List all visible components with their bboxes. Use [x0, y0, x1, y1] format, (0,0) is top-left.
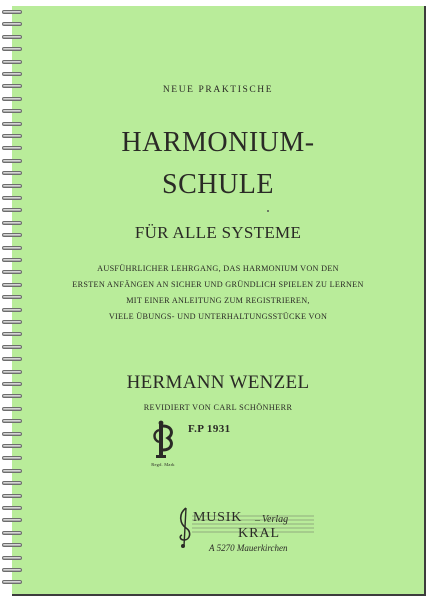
binding-coil — [2, 208, 22, 212]
binding-coil — [2, 35, 22, 39]
author-name: HERMANN WENZEL — [126, 372, 310, 393]
publisher-dash: – — [255, 515, 260, 526]
binding-coil — [2, 518, 22, 522]
binding-coil — [2, 407, 22, 411]
binding-coil — [2, 382, 22, 386]
publisher-name-musik: MUSIK — [193, 510, 243, 525]
publisher-lyre-logo-icon — [150, 420, 176, 460]
binding-coil — [2, 419, 22, 423]
binding-coil — [2, 357, 22, 361]
binding-coil — [2, 184, 22, 188]
binding-coil — [2, 72, 22, 76]
publisher-name-kral: KRAL — [238, 526, 281, 541]
binding-coil — [2, 320, 22, 324]
binding-coil — [2, 295, 22, 299]
binding-coil — [2, 345, 22, 349]
speck — [267, 210, 269, 212]
title-line-2: SCHULE — [162, 169, 274, 200]
binding-coil — [2, 543, 22, 547]
binding-coil — [2, 196, 22, 200]
binding-coil — [2, 134, 22, 138]
binding-coil — [2, 22, 22, 26]
binding-coil — [2, 122, 22, 126]
book-cover — [12, 6, 426, 596]
description-line-4: VIELE ÜBUNGS- UND UNTERHALTUNGSSTÜCKE VON — [108, 312, 328, 321]
binding-coil — [2, 494, 22, 498]
binding-coil — [2, 258, 22, 262]
binding-coil — [2, 332, 22, 336]
reviser-credit: REVIDIERT VON CARL SCHÖNHERR — [143, 403, 293, 412]
binding-coil — [2, 146, 22, 150]
binding-coil — [2, 233, 22, 237]
binding-coil — [2, 47, 22, 51]
binding-coil — [2, 531, 22, 535]
binding-coil — [2, 456, 22, 460]
binding-coil — [2, 60, 22, 64]
binding-coil — [2, 246, 22, 250]
logo-caption: Regd. Mark — [151, 462, 175, 467]
treble-clef-icon — [180, 508, 189, 548]
binding-coil — [2, 270, 22, 274]
binding-coil — [2, 556, 22, 560]
binding-coil — [2, 580, 22, 584]
binding-coil — [2, 159, 22, 163]
publisher-name-verlag: Verlag — [262, 514, 289, 525]
title-line-1: HARMONIUM- — [121, 127, 315, 158]
description-line-3: MIT EINER ANLEITUNG ZUM REGISTRIEREN, — [126, 296, 310, 305]
binding-coil — [2, 444, 22, 448]
binding-coil — [2, 109, 22, 113]
binding-coil — [2, 10, 22, 14]
binding-coil — [2, 469, 22, 473]
publisher-address: A 5270 Mauerkirchen — [209, 543, 288, 553]
binding-coil — [2, 221, 22, 225]
spiral-binding-icon — [0, 10, 24, 594]
binding-coil — [2, 308, 22, 312]
binding-coil — [2, 568, 22, 572]
binding-coil — [2, 506, 22, 510]
binding-coil — [2, 97, 22, 101]
catalog-number: F.P 1931 — [188, 423, 231, 435]
series-label: NEUE PRAKTISCHE — [162, 85, 274, 95]
binding-coil — [2, 283, 22, 287]
binding-coil — [2, 432, 22, 436]
description-line-2: ERSTEN ANFÄNGEN AN SICHER UND GRÜNDLICH SPIELEN ZU LERNEN — [72, 280, 364, 289]
binding-coil — [2, 370, 22, 374]
binding-coil — [2, 481, 22, 485]
description-line-1: AUSFÜHRLICHER LEHRGANG, DAS HARMONIUM VON DEN — [97, 264, 339, 273]
binding-coil — [2, 171, 22, 175]
binding-coil — [2, 84, 22, 88]
binding-coil — [2, 394, 22, 398]
subtitle: FÜR ALLE SYSTEME — [134, 223, 302, 242]
